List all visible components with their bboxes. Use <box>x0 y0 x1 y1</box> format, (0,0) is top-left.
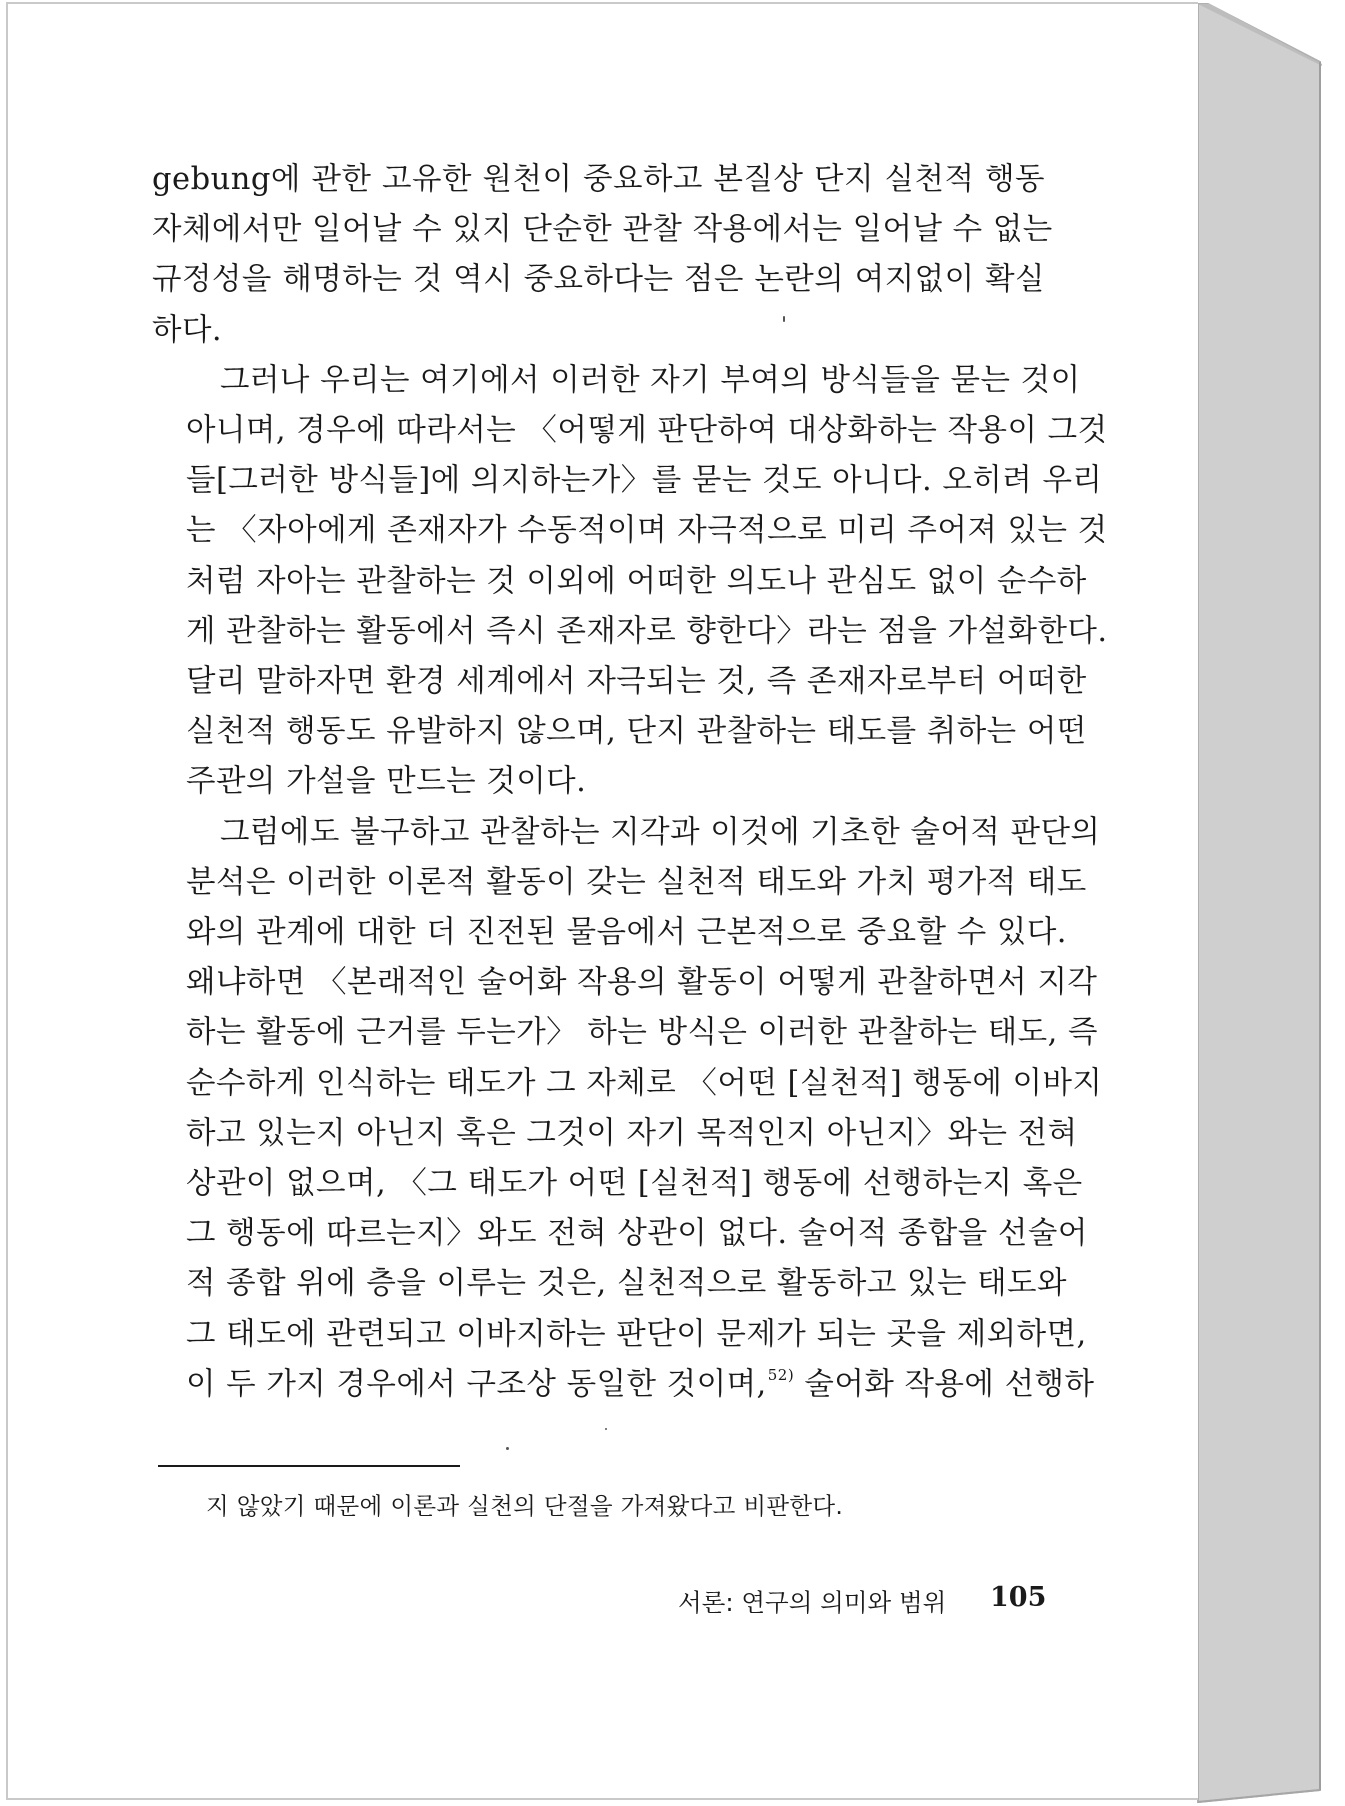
text-line: 그 태도에 관련되고 이바지하는 판단이 문제가 되는 곳을 제외하면, <box>186 1316 1087 1352</box>
text-line: 자체에서만 일어날 수 있지 단순한 관찰 작용에서는 일어날 수 없는 <box>152 212 1053 248</box>
running-footer: 서론: 연구의 의미와 범위 <box>678 1588 947 1617</box>
text-line: 순수하게 인식하는 태도가 그 자체로 〈어떤 [실천적] 행동에 이바지 <box>186 1065 1103 1101</box>
text-line: 와의 관계에 대한 더 진전된 물음에서 근본적으로 중요할 수 있다. <box>186 915 1067 951</box>
paragraph-2 <box>152 356 1108 808</box>
text-line: 들[그러한 방식들]에 의지하는가〉를 묻는 것도 아니다. 오히려 우리 <box>186 463 1103 499</box>
text-fragment: 술어화 작용에 선행하 <box>794 1366 1095 1402</box>
text-line: 적 종합 위에 층을 이루는 것은, 실천적으로 활동하고 있는 태도와 <box>186 1266 1067 1302</box>
scan-speck <box>605 1428 607 1430</box>
text-fragment: 이 두 가지 경우에서 구조상 동일한 것이며, <box>186 1366 767 1402</box>
scan-speck <box>783 316 785 322</box>
text-line: gebung에 관한 고유한 원천이 중요하고 본질상 단지 실천적 행동 <box>152 162 1045 197</box>
text-line: 분석은 이러한 이론적 활동이 갖는 실천적 태도와 가치 평가적 태도 <box>186 864 1087 900</box>
paragraph-3 <box>152 808 1103 1410</box>
footnote-text: 지 않았기 때문에 이론과 실천의 단절을 가져왔다고 비판한다. <box>206 1492 844 1520</box>
scan-speck <box>506 1447 509 1450</box>
footnote-divider <box>158 1465 460 1467</box>
body-text <box>152 155 1108 1410</box>
text-line: 하고 있는지 아닌지 혹은 그것이 자기 목적인지 아닌지〉와는 전혀 <box>186 1115 1078 1151</box>
text-line: 그럼에도 불구하고 관찰하는 지각과 이것에 기초한 술어적 판단의 <box>220 814 1101 850</box>
page-number: 105 <box>990 1582 1047 1613</box>
footnote-reference[interactable]: 52) <box>767 1365 795 1384</box>
text-line: 왜냐하면 〈본래적인 술어화 작용의 활동이 어떻게 관찰하면서 지각 <box>186 965 1098 1001</box>
text-line: 처럼 자아는 관찰하는 것 이외에 어떠한 의도나 관심도 없이 순수하 <box>186 563 1087 599</box>
text-line: 주관의 가설을 만드는 것이다. <box>186 764 587 800</box>
text-line: 는 〈자아에게 존재자가 수동적이며 자극적으로 미리 주어져 있는 것 <box>186 513 1108 549</box>
text-line: 규정성을 해명하는 것 역시 중요하다는 점은 논란의 여지없이 확실 <box>152 262 1045 298</box>
text-line: 하다. <box>152 312 223 348</box>
text-line: 게 관찰하는 활동에서 즉시 존재자로 향한다〉라는 점을 가설화한다. <box>186 613 1108 649</box>
text-line: 그 행동에 따르는지〉와도 전혀 상관이 없다. 술어적 종합을 선술어 <box>186 1216 1088 1252</box>
text-line: 실천적 행동도 유발하지 않으며, 단지 관찰하는 태도를 취하는 어떤 <box>186 714 1087 750</box>
text-line: 상관이 없으며, 〈그 태도가 어떤 [실천적] 행동에 선행하는지 혹은 <box>186 1166 1083 1202</box>
text-line: 하는 활동에 근거를 두는가〉 하는 방식은 이러한 관찰하는 태도, 즉 <box>186 1015 1098 1051</box>
text-line-with-footnote <box>152 1360 1095 1410</box>
paragraph-1 <box>152 155 1053 356</box>
text-line: 달리 말하자면 환경 세계에서 자극되는 것, 즉 존재자로부터 어떠한 <box>186 664 1087 700</box>
text-line: 그러나 우리는 여기에서 이러한 자기 부여의 방식들을 묻는 것이 <box>220 362 1081 398</box>
text-line: 아니며, 경우에 따라서는 〈어떻게 판단하여 대상화하는 작용이 그것 <box>186 413 1108 449</box>
